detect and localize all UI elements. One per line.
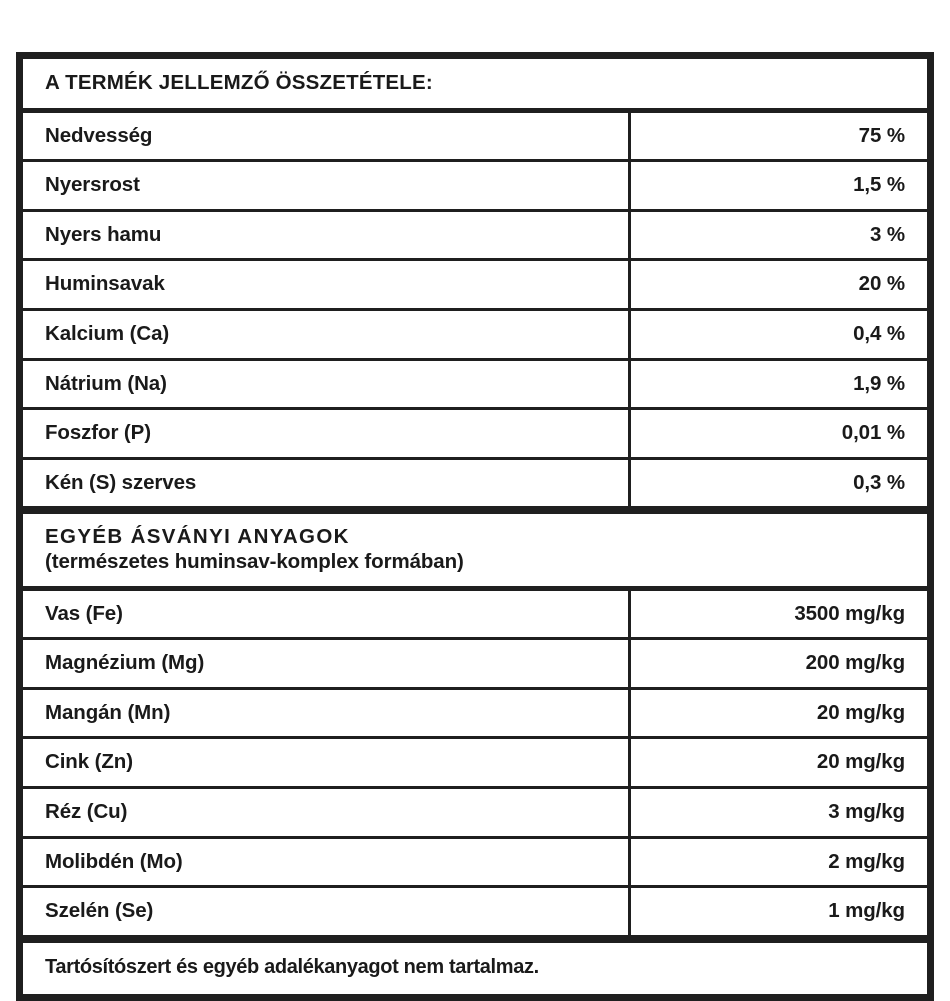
- table-row: [23, 739, 927, 789]
- footer-disclaimer: Tartósítószert és egyéb adalékanyagot nem tartalmaz.: [23, 938, 927, 994]
- row-label: Mangán (Mn): [23, 690, 631, 737]
- row-label: Magnézium (Mg): [23, 640, 631, 687]
- row-value: 1,5 %: [853, 173, 905, 197]
- section-two-title: EGYÉB ÁSVÁNYI ANYAGOK: [45, 525, 350, 549]
- row-value: 3 mg/kg: [828, 800, 905, 824]
- table-row: [23, 690, 927, 740]
- row-value: 0,01 %: [841, 421, 905, 445]
- row-label: Huminsavak: [23, 261, 631, 308]
- section-header-composition: [23, 59, 927, 113]
- row-value: 20 %: [858, 272, 905, 296]
- row-value: 0,4 %: [853, 322, 905, 346]
- row-value: 20 mg/kg: [816, 750, 905, 774]
- row-value: 3 %: [869, 222, 905, 246]
- table-row: [23, 261, 927, 311]
- row-label: Nyers hamu: [23, 212, 631, 259]
- composition-table-inner: [21, 57, 929, 996]
- table-row: [23, 839, 927, 889]
- composition-table: [16, 52, 934, 1001]
- section-two-subtitle: (természetes huminsav-komplex formában): [45, 550, 464, 574]
- row-value: 1 mg/kg: [828, 899, 905, 923]
- row-value: 2 mg/kg: [828, 849, 905, 873]
- row-label: Kalcium (Ca): [23, 311, 631, 358]
- row-label: Cink (Zn): [23, 739, 631, 786]
- row-value: 0,3 %: [853, 470, 905, 494]
- row-label: Molibdén (Mo): [23, 839, 631, 886]
- row-value: 75 %: [858, 123, 905, 147]
- table-row: [23, 311, 927, 361]
- table-row: [23, 460, 927, 510]
- row-value: 3500 mg/kg: [794, 601, 905, 625]
- table-row: [23, 789, 927, 839]
- table-row: [23, 591, 927, 641]
- row-label: Foszfor (P): [23, 410, 631, 457]
- table-row: [23, 410, 927, 460]
- table-row: [23, 113, 927, 163]
- section-header-other-minerals: [23, 509, 927, 591]
- table-row: [23, 212, 927, 262]
- row-value: 200 mg/kg: [805, 651, 905, 675]
- table-row: [23, 640, 927, 690]
- row-label: Kén (S) szerves: [23, 460, 631, 507]
- row-label: Nátrium (Na): [23, 361, 631, 408]
- row-value: 1,9 %: [853, 371, 905, 395]
- table-row: [23, 361, 927, 411]
- row-label: Réz (Cu): [23, 789, 631, 836]
- row-value: 20 mg/kg: [816, 700, 905, 724]
- row-label: Szelén (Se): [23, 888, 631, 935]
- section-one-title: A TERMÉK JELLEMZŐ ÖSSZETÉTELE:: [45, 71, 433, 94]
- table-row: [23, 888, 927, 938]
- row-label: Nyersrost: [23, 162, 631, 209]
- row-label: Nedvesség: [23, 113, 631, 160]
- row-label: Vas (Fe): [23, 591, 631, 638]
- table-row: [23, 162, 927, 212]
